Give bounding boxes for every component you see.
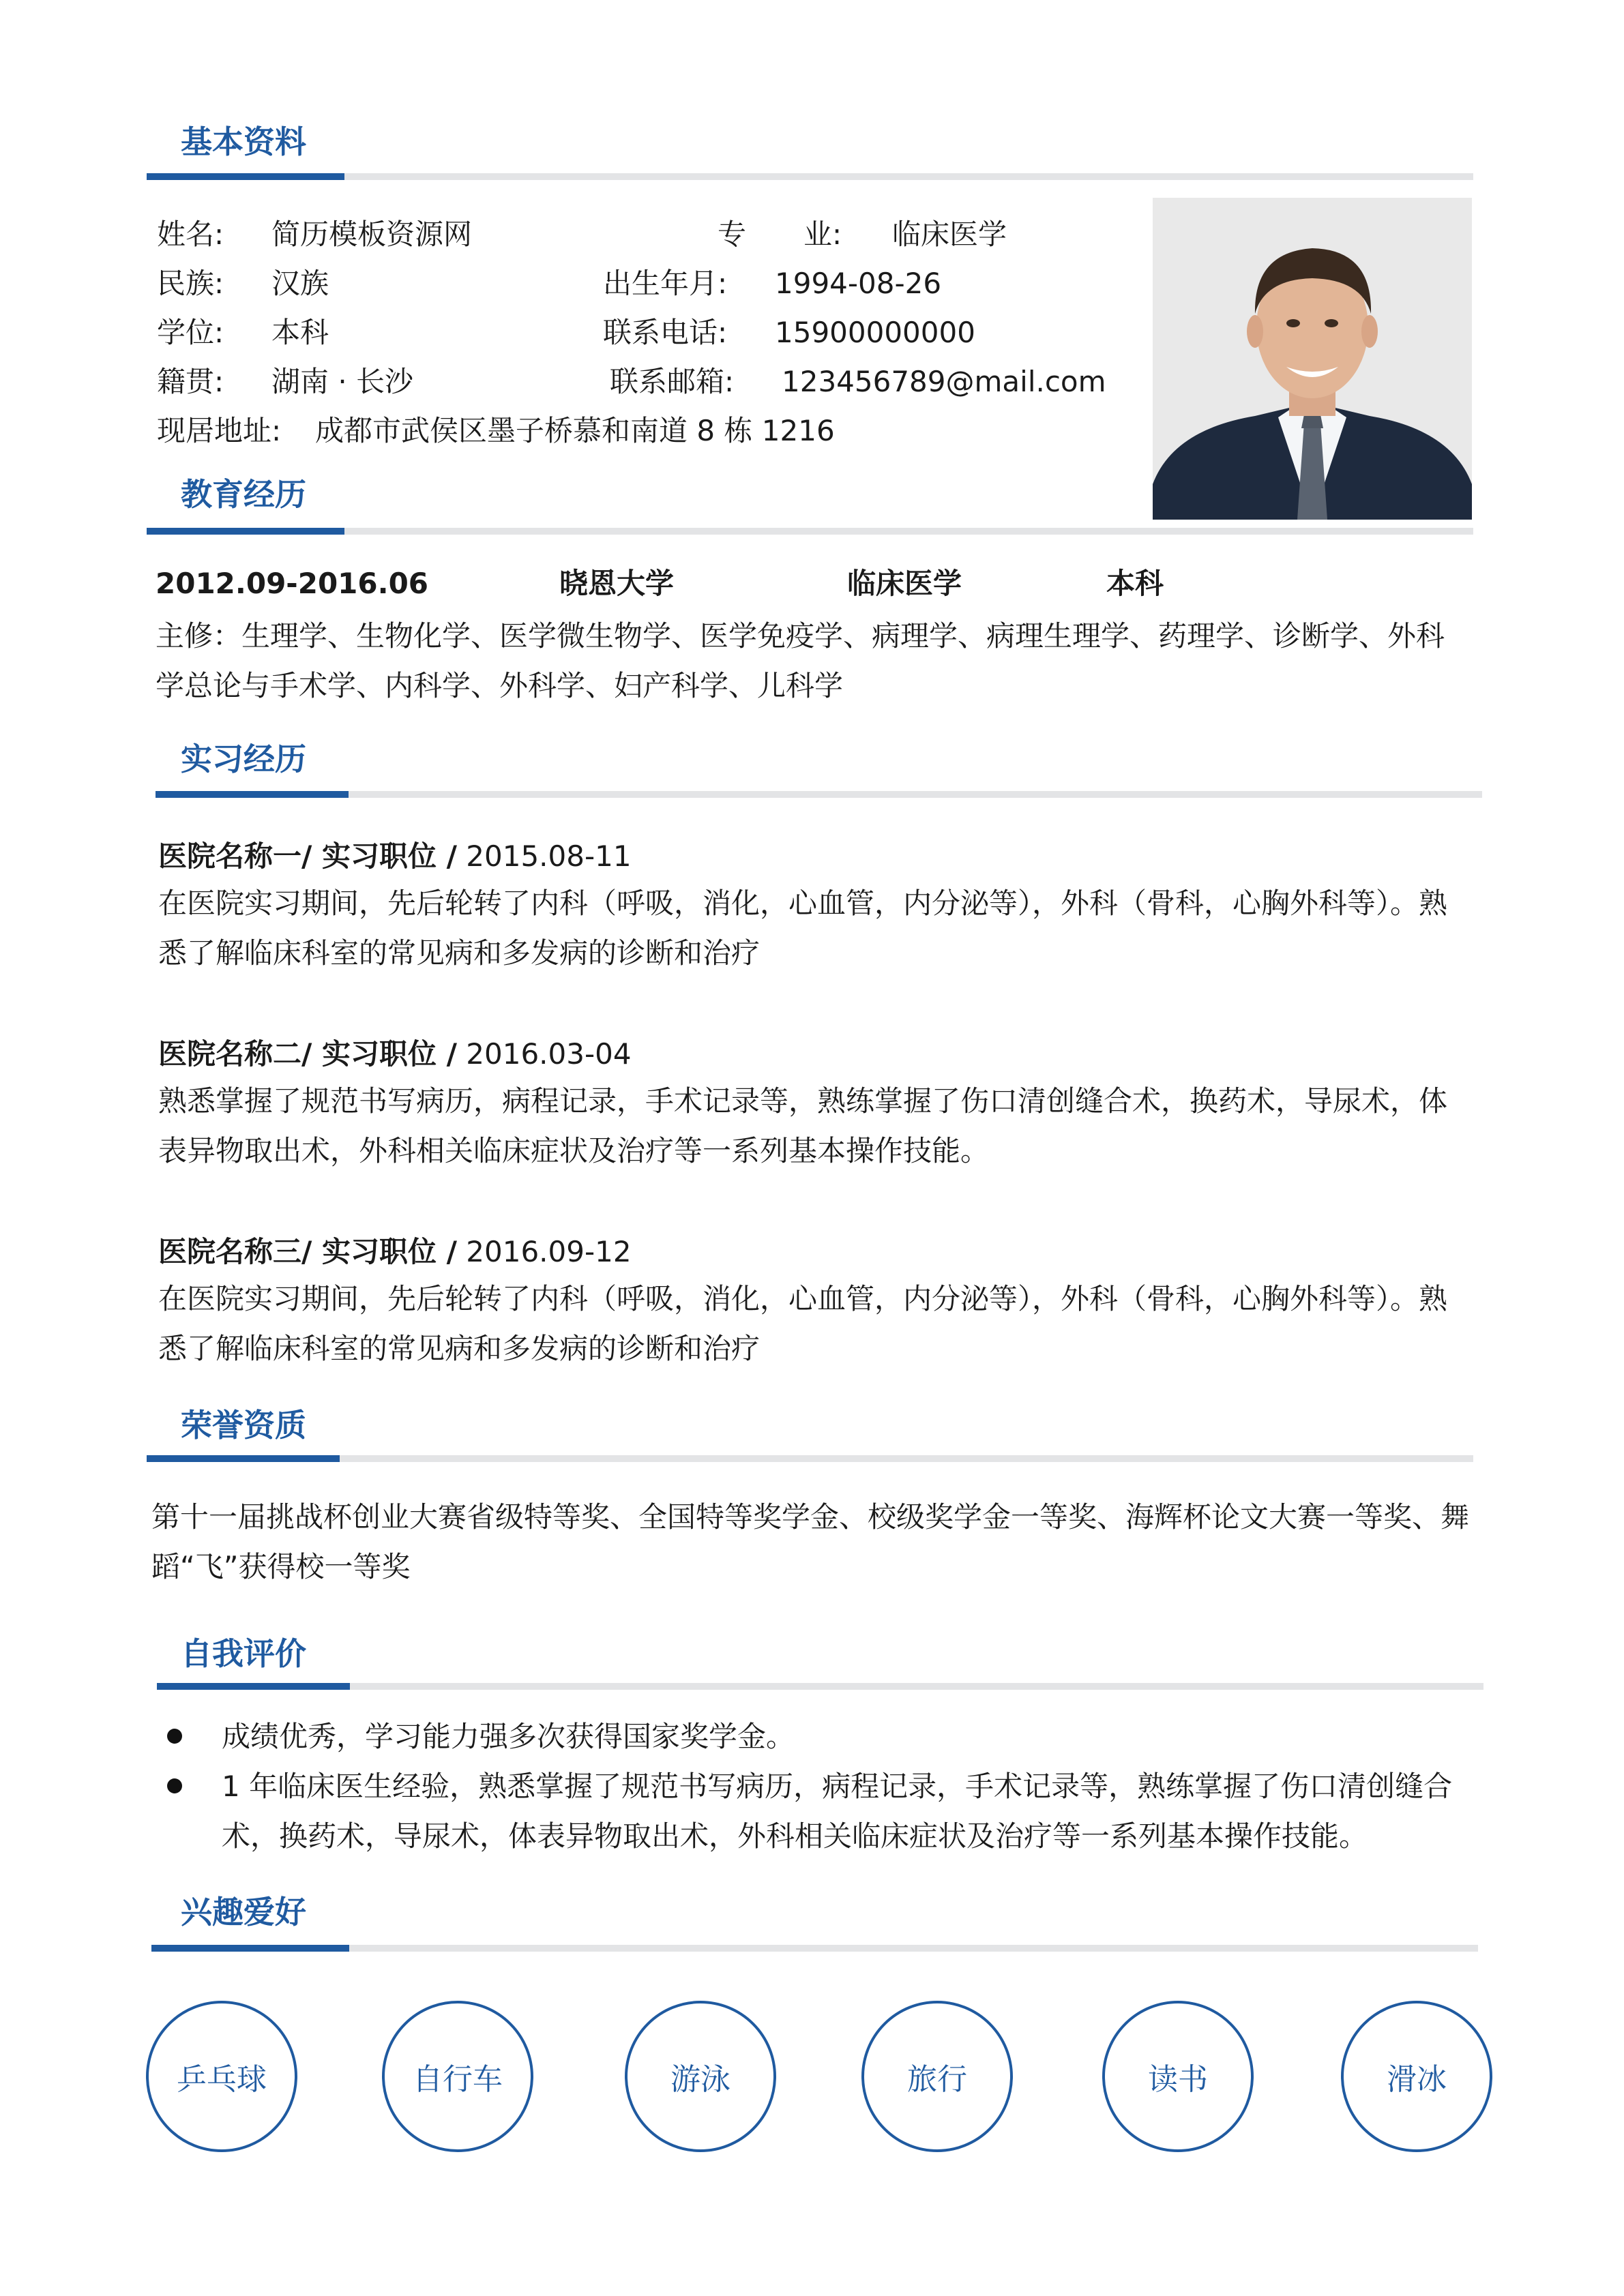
- edu-period: 2012.09-2016.06: [156, 567, 429, 600]
- hobby-skating: 滑冰: [1341, 2001, 1492, 2152]
- name-label: 姓名:: [157, 218, 224, 251]
- hobby-reading: 读书: [1102, 2001, 1254, 2152]
- section-title-basic: 基本资料: [181, 123, 306, 160]
- major-label: 专 业:: [718, 218, 842, 251]
- phone-label: 联系电话:: [603, 316, 728, 349]
- section-rule-hobbies: [151, 1945, 1478, 1952]
- honors-text: 第十一届挑战杯创业大赛省级特等奖、全国特等奖学金、校级奖学金一等奖、海辉杯论文大赛一等奖、舞蹈“飞”获得校一等奖: [151, 1500, 1470, 1583]
- name-value: 简历模板资源网: [271, 218, 473, 251]
- email-label: 联系邮箱:: [610, 365, 735, 398]
- degree-value: 本科: [271, 316, 329, 349]
- section-title-hobbies: 兴趣爱好: [181, 1894, 306, 1930]
- section-title-education: 教育经历: [181, 476, 306, 513]
- edu-major: 临床医学: [847, 567, 962, 600]
- internship-3-desc: 在医院实习期间，先后轮转了内科（呼吸，消化，心血管，内分泌等），外科（骨科，心胸外科等）。熟悉了解临床科室的常见病和多发病的诊断和治疗: [158, 1282, 1448, 1365]
- section-rule-honors: [147, 1455, 1473, 1462]
- major-value: 临床医学: [892, 218, 1007, 251]
- profile-photo: [1153, 198, 1472, 520]
- hobby-travel: 旅行: [861, 2001, 1013, 2152]
- edu-courses: 主修：生理学、生物化学、医学微生物学、医学免疫学、病理学、病理生理学、药理学、诊断学、外科学总论与手术学、内科学、外科学、妇产科学、儿科学: [156, 619, 1445, 702]
- internship-3-header: 医院名称三/ 实习职位 / 2016.09-12: [158, 1235, 632, 1268]
- birth-label: 出生年月:: [603, 267, 728, 300]
- address-value: 成都市武侯区墨子桥慕和南道 8 栋 1216: [315, 414, 835, 447]
- internship-1-header: 医院名称一/ 实习职位 / 2015.08-11: [158, 839, 632, 873]
- self-eval-item-1: 成绩优秀，学习能力强多次获得国家奖学金。: [222, 1720, 795, 1753]
- edu-school: 晓恩大学: [559, 567, 675, 600]
- section-rule-education: [147, 528, 1473, 535]
- native-label: 籍贯:: [157, 365, 224, 398]
- person-portrait-icon: [1153, 198, 1472, 520]
- hobby-table-tennis: 乒乓球: [146, 2001, 297, 2152]
- internship-2-header: 医院名称二/ 实习职位 / 2016.03-04: [158, 1037, 632, 1071]
- edu-degree: 本科: [1106, 567, 1164, 600]
- address-label: 现居地址:: [157, 414, 282, 447]
- hobby-swimming: 游泳: [625, 2001, 776, 2152]
- internship-2-desc: 熟悉掌握了规范书写病历，病程记录，手术记录等，熟练掌握了伤口清创缝合术，换药术，导尿术，体表异物取出术，外科相关临床症状及治疗等一系列基本操作技能。: [158, 1084, 1448, 1167]
- section-title-self-eval: 自我评价: [181, 1635, 306, 1672]
- ethnic-value: 汉族: [271, 267, 329, 300]
- section-rule-self-eval: [157, 1683, 1483, 1690]
- section-rule-basic: [147, 173, 1473, 180]
- section-title-honors: 荣誉资质: [181, 1407, 306, 1444]
- bullet-icon: [167, 1778, 182, 1793]
- section-title-internship: 实习经历: [181, 741, 306, 777]
- self-eval-item-2: 1 年临床医生经验，熟悉掌握了规范书写病历，病程记录，手术记录等，熟练掌握了伤口清创缝合术，换药术，导尿术，体表异物取出术，外科相关临床症状及治疗等一系列基本操作技能。: [222, 1770, 1453, 1853]
- section-rule-internship: [156, 791, 1482, 798]
- birth-value: 1994-08-26: [775, 267, 942, 300]
- email-value: 123456789@mail.com: [782, 365, 1106, 398]
- internship-1-desc: 在医院实习期间，先后轮转了内科（呼吸，消化，心血管，内分泌等），外科（骨科，心胸外科等）。熟悉了解临床科室的常见病和多发病的诊断和治疗: [158, 886, 1448, 970]
- phone-value: 15900000000: [775, 316, 975, 349]
- bullet-icon: [167, 1729, 182, 1744]
- ethnic-label: 民族:: [157, 267, 224, 300]
- native-value: 湖南 · 长沙: [271, 365, 414, 398]
- degree-label: 学位:: [157, 316, 224, 349]
- hobby-cycling: 自行车: [382, 2001, 533, 2152]
